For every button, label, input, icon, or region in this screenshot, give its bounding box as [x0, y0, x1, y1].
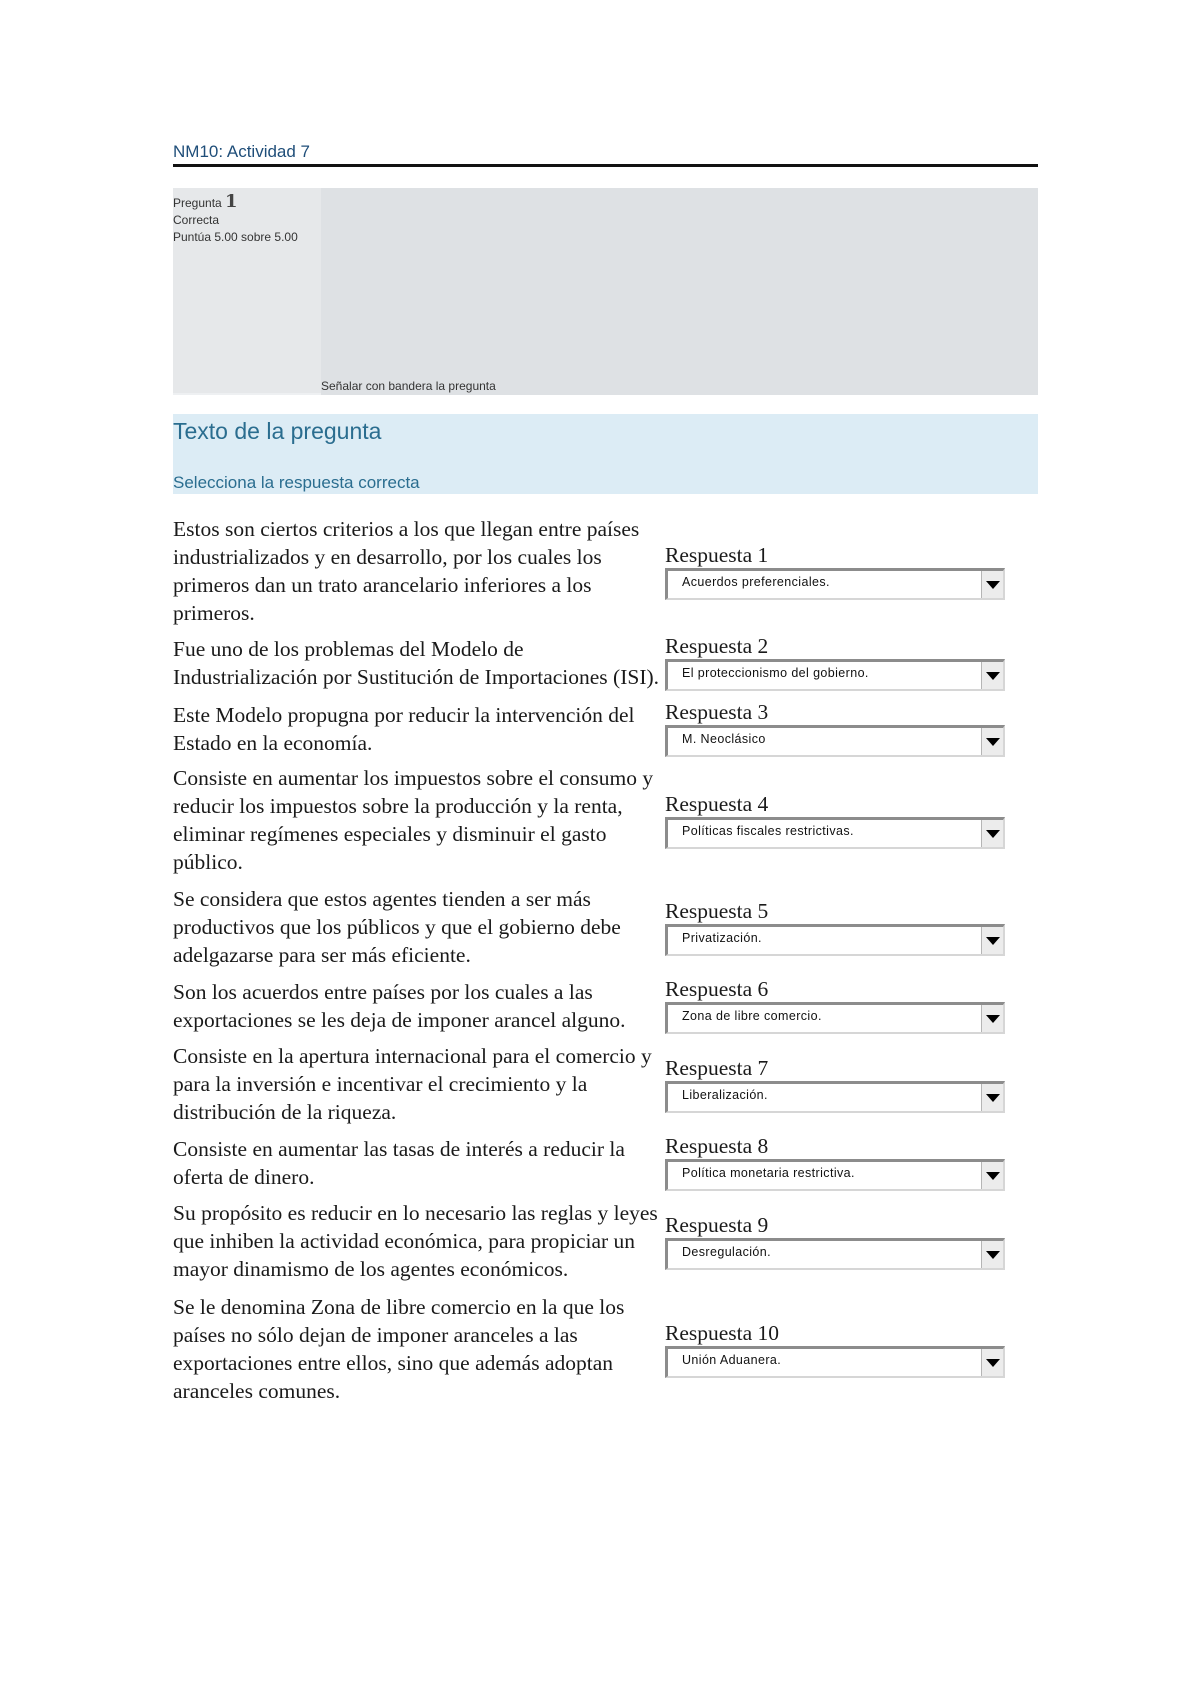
answer-group: [665, 543, 1005, 600]
question-state: Correcta: [173, 213, 220, 227]
answer-group: [665, 1056, 1005, 1113]
dropdown-button[interactable]: [981, 927, 1003, 954]
match-row: [173, 515, 1038, 627]
dropdown-button[interactable]: [981, 820, 1003, 847]
match-question-text: Estos son ciertos criterios a los que llegan entre países industrializados y en desarrollo, por los cuales los primeros dan un trato arancelario inferiores a los primeros.: [173, 517, 640, 625]
chevron-down-icon: [986, 1172, 1000, 1180]
answer-select[interactable]: [665, 1002, 1005, 1034]
match-question-text: Se considera que estos agentes tienden a ser más productivos que los públicos y que el gobierno debe adelgazarse para ser más eficiente.: [173, 887, 621, 967]
match-row: [173, 1042, 1038, 1126]
answer-group: [665, 899, 1005, 956]
dropdown-button[interactable]: [981, 662, 1003, 689]
answer-label: Respuesta 2: [665, 634, 769, 658]
chevron-down-icon: [986, 581, 1000, 589]
question-number-line: [173, 193, 321, 212]
chevron-down-icon: [986, 1015, 1000, 1023]
chevron-down-icon: [986, 830, 1000, 838]
answer-label: Respuesta 1: [665, 542, 769, 567]
question-text-title: Texto de la pregunta: [173, 418, 382, 444]
dropdown-button[interactable]: [981, 1005, 1003, 1032]
answer-select[interactable]: [665, 725, 1005, 757]
answer-select[interactable]: [665, 659, 1005, 691]
chevron-down-icon: [986, 1359, 1000, 1367]
answer-select-value: Políticas fiscales restrictivas.: [682, 823, 854, 838]
match-question-text: Son los acuerdos entre países por los cuales a las exportaciones se les deja de imponer arancel alguno.: [173, 979, 626, 1032]
match-question-text: Se le denomina Zona de libre comercio en la que los países no sólo dejan de imponer aranceles a las exportaciones entre ellos, sino que además adoptan aranceles comunes.: [173, 1295, 625, 1403]
dropdown-button[interactable]: [981, 1162, 1003, 1189]
answer-group: [665, 634, 1005, 691]
answer-label: Respuesta 5: [665, 898, 769, 923]
question-info: [173, 188, 321, 395]
question-info-panel: [173, 188, 1038, 395]
question-number: 1: [225, 191, 238, 212]
match-question-text: Consiste en la apertura internacional para el comercio y para la inversión e incentivar el crecimiento y la distribución de la riqueza.: [173, 1044, 652, 1124]
answer-label: Respuesta 4: [665, 791, 769, 816]
answer-select[interactable]: [665, 568, 1005, 600]
match-row: [173, 977, 1038, 1034]
answer-select-value: Zona de libre comercio.: [682, 1009, 822, 1023]
answer-group: [665, 700, 1005, 757]
answer-group: [665, 977, 1005, 1034]
answer-select-value: El proteccionismo del gobierno.: [682, 666, 869, 680]
answer-label: Respuesta 8: [665, 1134, 769, 1158]
answer-select[interactable]: [665, 1159, 1005, 1191]
answer-select-value: Acuerdos preferenciales.: [682, 574, 830, 589]
question-label: Pregunta: [173, 196, 222, 210]
answer-select[interactable]: [665, 1238, 1005, 1270]
match-question-text: Consiste en aumentar las tasas de interés a reducir la oferta de dinero.: [173, 1136, 625, 1189]
answer-label: Respuesta 7: [665, 1055, 769, 1080]
question-instruction: Selecciona la respuesta correcta: [173, 473, 420, 492]
answer-group: [665, 1213, 1005, 1270]
answer-select[interactable]: [665, 817, 1005, 849]
question-score: Puntúa 5.00 sobre 5.00: [173, 230, 298, 244]
dropdown-button[interactable]: [981, 1241, 1003, 1268]
dropdown-button[interactable]: [981, 1349, 1003, 1376]
match-row: [173, 885, 1038, 969]
match-row: [173, 1134, 1038, 1191]
answer-select-value: Liberalización.: [682, 1087, 768, 1102]
chevron-down-icon: [986, 738, 1000, 746]
match-row: [173, 1199, 1038, 1283]
answer-label: Respuesta 6: [665, 977, 769, 1001]
match-row: [173, 634, 1038, 691]
answer-label: Respuesta 3: [665, 700, 769, 724]
flag-question-link[interactable]: Señalar con bandera la pregunta: [321, 379, 496, 393]
dropdown-button[interactable]: [981, 728, 1003, 755]
chevron-down-icon: [986, 937, 1000, 945]
match-question-text: Este Modelo propugna por reducir la intervención del Estado en la economía.: [173, 702, 635, 755]
answer-select[interactable]: [665, 924, 1005, 956]
match-question-text: Fue uno de los problemas del Modelo de Industrialización por Sustitución de Importaciones (ISI).: [173, 636, 660, 689]
answer-select[interactable]: [665, 1346, 1005, 1378]
match-rows: [173, 515, 1038, 1405]
answer-select-value: Unión Aduanera.: [682, 1352, 782, 1367]
match-row: [173, 1293, 1038, 1405]
answer-label: Respuesta 9: [665, 1212, 769, 1237]
chevron-down-icon: [986, 672, 1000, 680]
answer-select-value: Política monetaria restrictiva.: [682, 1166, 855, 1180]
answer-select-value: Privatización.: [682, 930, 762, 945]
question-text-panel: [173, 414, 1038, 494]
answer-select-value: M. Neoclásico: [682, 732, 766, 746]
chevron-down-icon: [986, 1094, 1000, 1102]
match-question-text: Su propósito es reducir en lo necesario las reglas y leyes que inhiben la actividad económica, para propiciar un mayor dinamismo de los agentes económicos.: [173, 1201, 658, 1281]
match-question-text: Consiste en aumentar los impuestos sobre el consumo y reducir los impuestos sobre la producción y la renta, eliminar regímenes especiales y disminuir el gasto público.: [173, 766, 654, 874]
chevron-down-icon: [986, 1251, 1000, 1259]
answer-group: [665, 1321, 1005, 1378]
dropdown-button[interactable]: [981, 1084, 1003, 1111]
answer-select[interactable]: [665, 1081, 1005, 1113]
answer-group: [665, 792, 1005, 849]
answer-group: [665, 1134, 1005, 1191]
answer-select-value: Desregulación.: [682, 1244, 771, 1259]
match-row: [173, 700, 1038, 757]
course-title[interactable]: NM10: Actividad 7: [173, 142, 1038, 167]
match-row: [173, 764, 1038, 876]
answer-label: Respuesta 10: [665, 1320, 780, 1345]
dropdown-button[interactable]: [981, 571, 1003, 598]
